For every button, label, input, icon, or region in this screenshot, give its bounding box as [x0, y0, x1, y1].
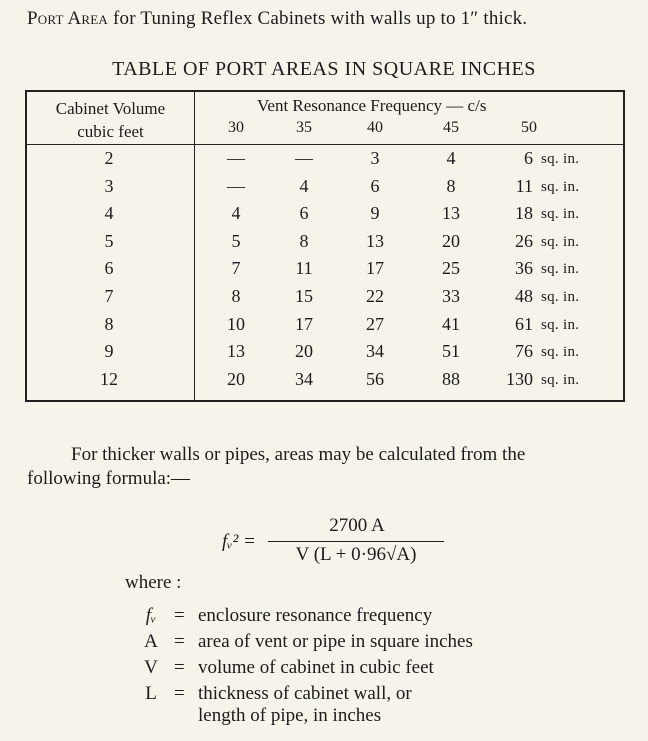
page-heading	[27, 8, 637, 30]
port-area-cell-50: 130	[506, 368, 533, 389]
cabinet-volume-cell: 9	[104, 341, 114, 362]
frequency-header-30: 30	[228, 119, 244, 136]
frequency-header-45: 45	[443, 119, 459, 136]
port-area-cell-40: 17	[366, 258, 384, 279]
port-area-cell-50: 26	[515, 230, 533, 251]
where-label: where :	[125, 572, 182, 593]
cabinet-volume-cell: 5	[104, 230, 114, 251]
unit-label: sq. in.	[541, 233, 580, 250]
port-area-cell-40: 9	[370, 203, 380, 224]
unit-label: sq. in.	[541, 371, 580, 388]
cabinet-volume-cell: 3	[104, 175, 114, 196]
port-area-cell-40: 56	[366, 368, 384, 389]
port-area-cell-45: 25	[442, 258, 460, 279]
port-area-cell-35: 11	[295, 258, 313, 279]
definition-text-continued: length of pipe, in inches	[198, 705, 382, 726]
definition-text: area of vent or pipe in square inches	[198, 631, 473, 652]
port-area-cell-50: 76	[515, 341, 533, 362]
port-area-cell-30: 10	[227, 313, 245, 334]
table-row	[27, 146, 623, 174]
port-area-cell-30: 4	[231, 203, 241, 224]
formula-numerator: 2700 A	[329, 515, 385, 536]
port-area-cell-40: 27	[366, 313, 384, 334]
port-area-cell-45: 4	[446, 148, 456, 168]
port-area-cell-45: 20	[442, 230, 460, 251]
table-row	[27, 174, 623, 202]
table-body	[27, 146, 623, 394]
port-area-cell-50: 61	[515, 313, 533, 334]
table-row	[27, 284, 623, 312]
frequency-header-50: 50	[521, 119, 537, 136]
table-row	[27, 201, 623, 229]
port-area-cell-30: 5	[231, 230, 241, 251]
cabinet-volume-cell: 8	[104, 313, 114, 334]
cabinet-volume-cell: 7	[104, 285, 114, 306]
volume-header-line2: cubic feet	[77, 122, 144, 141]
table-row	[27, 339, 623, 367]
port-area-cell-45: 33	[442, 285, 460, 306]
port-area-cell-40: 22	[366, 285, 384, 306]
port-area-cell-35: 6	[299, 203, 309, 224]
port-area-table	[25, 90, 625, 402]
port-area-cell-45: 88	[442, 368, 460, 389]
cabinet-volume-cell: 12	[100, 368, 118, 389]
definition-symbol: V	[144, 657, 158, 678]
table-title: TABLE OF PORT AREAS IN SQUARE INCHES	[112, 58, 536, 80]
port-area-cell-30: 20	[227, 368, 245, 389]
header-divider	[27, 144, 623, 145]
unit-label: sq. in.	[541, 151, 580, 167]
cabinet-volume-cell: 2	[104, 148, 114, 168]
unit-label: sq. in.	[541, 261, 580, 278]
frequency-header-label: Vent Resonance Frequency — c/s	[257, 96, 487, 115]
port-area-cell-50: 11	[515, 175, 533, 196]
heading-rest: for Tuning Reflex Cabinets with walls up to 1″ thick.	[108, 8, 528, 29]
volume-header-line1: Cabinet Volume	[55, 99, 166, 118]
port-area-cell-50: 6	[524, 148, 533, 168]
definition-symbol: L	[145, 683, 157, 704]
port-area-cell-45: 8	[446, 175, 456, 196]
equals-sign: =	[174, 657, 185, 678]
port-area-cell-40: 3	[370, 148, 380, 168]
port-area-cell-30: —	[227, 175, 245, 196]
heading-prefix: Port Area	[27, 8, 109, 29]
port-area-cell-40: 34	[366, 341, 384, 362]
equals-sign: =	[174, 605, 185, 626]
port-area-cell-40: 6	[370, 175, 380, 196]
paragraph-line2: following formula:—	[27, 468, 191, 489]
port-area-cell-45: 13	[442, 203, 460, 224]
formula-lhs: fᵥ² =	[222, 531, 256, 552]
port-area-cell-40: 13	[366, 230, 384, 251]
equals-sign: =	[174, 631, 185, 652]
port-area-cell-35: 4	[299, 175, 309, 196]
port-area-cell-35: 20	[295, 341, 313, 362]
port-area-cell-45: 41	[442, 313, 460, 334]
definition-symbol: fᵥ	[145, 605, 157, 626]
port-area-cell-30: 8	[231, 285, 241, 306]
definition-text: volume of cabinet in cubic feet	[198, 657, 434, 678]
volume-column-header	[27, 97, 194, 143]
port-area-cell-30: 7	[231, 258, 241, 279]
definition-text: enclosure resonance frequency	[198, 605, 433, 626]
port-area-cell-50: 18	[515, 203, 533, 224]
table-row	[27, 367, 623, 395]
table-row	[27, 312, 623, 340]
unit-label: sq. in.	[541, 344, 580, 361]
formula-intro-paragraph	[27, 443, 632, 491]
port-area-formula	[222, 513, 442, 573]
port-area-cell-50: 36	[515, 258, 533, 279]
equals-sign: =	[174, 683, 185, 704]
formula-denominator: V (L + 0·96√A)	[295, 544, 417, 565]
port-area-cell-35: 34	[295, 368, 313, 389]
port-area-cell-35: 8	[299, 230, 309, 251]
unit-label: sq. in.	[541, 206, 580, 223]
port-area-cell-50: 48	[515, 285, 533, 306]
port-area-cell-45: 51	[442, 341, 460, 362]
port-area-cell-35: —	[295, 148, 313, 168]
port-area-cell-30: 13	[227, 341, 245, 362]
cabinet-volume-cell: 6	[104, 258, 114, 279]
port-area-cell-35: 17	[295, 313, 313, 334]
definition-text: thickness of cabinet wall, or	[198, 683, 412, 704]
port-area-cell-30: —	[227, 148, 245, 168]
cabinet-volume-cell: 4	[104, 203, 114, 224]
table-row	[27, 229, 623, 257]
fraction-bar	[268, 541, 444, 542]
unit-label: sq. in.	[541, 316, 580, 333]
frequency-header-40: 40	[367, 119, 383, 136]
definition-symbol: A	[144, 631, 158, 652]
unit-label: sq. in.	[541, 178, 580, 195]
port-area-cell-35: 15	[295, 285, 313, 306]
frequency-header-35: 35	[296, 119, 312, 136]
table-row	[27, 256, 623, 284]
unit-label: sq. in.	[541, 288, 580, 305]
paragraph-line1: For thicker walls or pipes, areas may be calculated from the	[71, 444, 526, 465]
